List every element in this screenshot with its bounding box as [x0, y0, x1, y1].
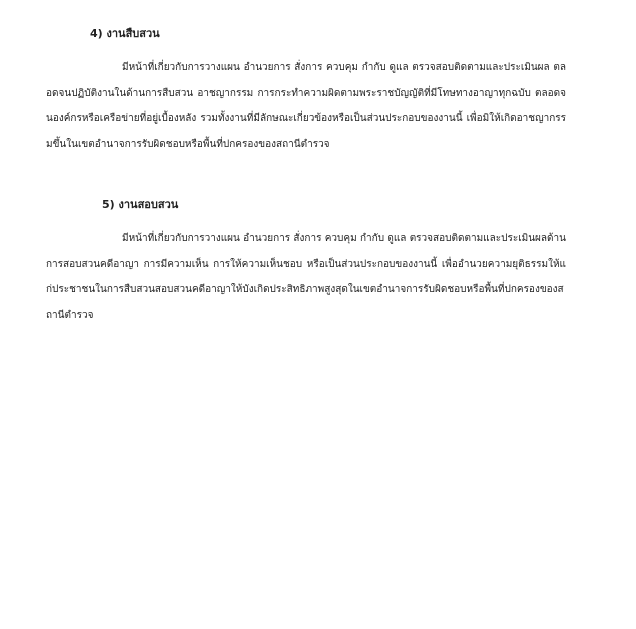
section-heading: 4) งานสืบสวน [90, 27, 160, 40]
section-body: มีหน้าที่เกี่ยวกับการวางแผน อำนวยการ สั่งการ ควบคุม กำกับ ดูแล ตรวจสอบติดตามและประเมินผล ตลอดจนปฏิบัติงานในด้านการสืบสวน อาชญากรรม การกระทำความผิดตามพระราชบัญญัติที่มีโทษทางอาญาทุกฉบับ ตลอดจนองค์กรหรือเครือข่ายที่อยู่เบื้องหลัง รวมทั้งงานที่มีลักษณะเกี่ยวข้องหรือเป็นส่วนประกอบของงานนี้ เพื่อมิให้เกิดอาชญากรรมขึ้นในเขตอำนาจการรับผิดชอบหรือพื้นที่ปกครองของสถานีตำรวจ [46, 62, 566, 150]
section-body: มีหน้าที่เกี่ยวกับการวางแผน อำนวยการ สั่งการ ควบคุม กำกับ ดูแล ตรวจสอบติดตามและประเมินผลด้านการสอบสวนคดีอาญา การมีความเห็น การให้ความเห็นชอบ หรือเป็นส่วนประกอบของงานนี้ เพื่ออำนวยความยุติธรรมให้แก่ประชาชนในการสืบสวนสอบสวนคดีอาญาให้บังเกิดประสิทธิภาพสูงสุดในเขตอำนาจการรับผิดชอบหรือพื้นที่ปกครองของสถานีตำรวจ [46, 233, 566, 321]
section-investigation [46, 27, 566, 157]
section-heading: 5) งานสอบสวน [102, 198, 179, 211]
section-inquiry [46, 198, 566, 328]
